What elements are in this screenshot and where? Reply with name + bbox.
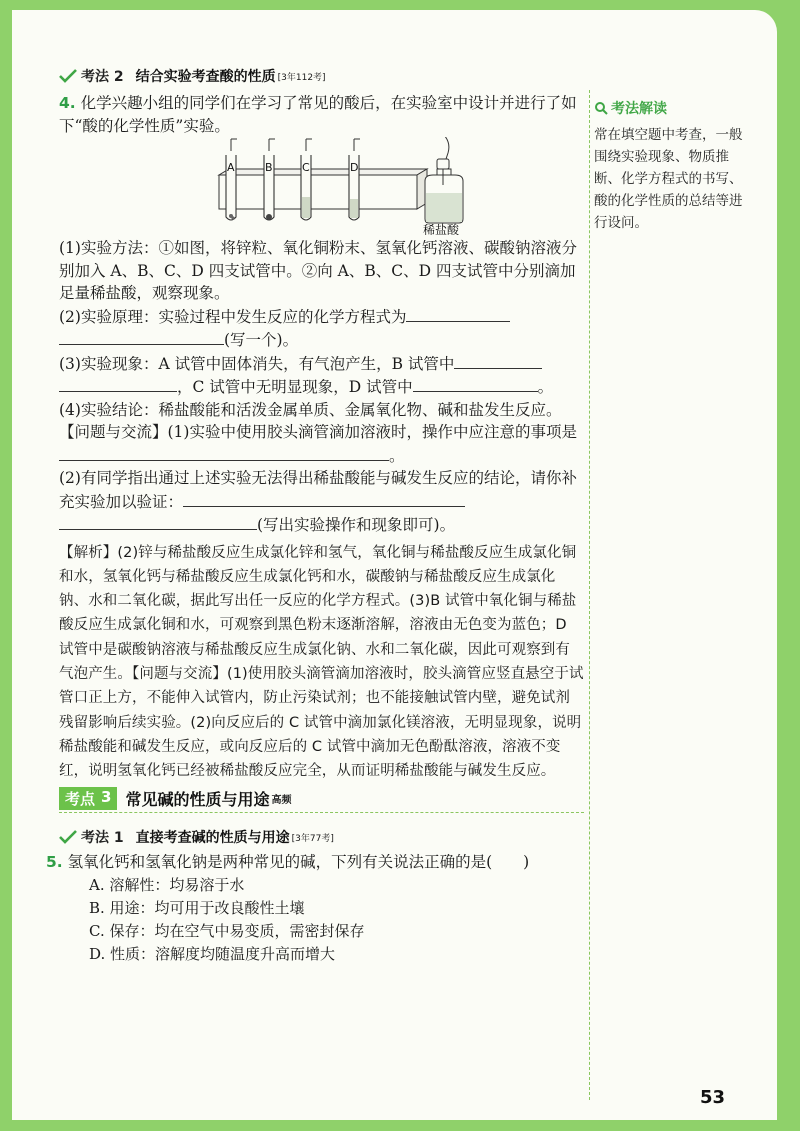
sidebar-title-text: 考法解读 — [611, 101, 667, 117]
discussion-2-text: (2)有同学指出通过上述实验无法得出稀盐酸能与碱发生反应的结论，请你补充实验加以验证： — [59, 469, 577, 511]
question-4-discussion-1 — [59, 421, 584, 467]
option-a[interactable]: A. 溶解性：均易溶于水 — [89, 875, 245, 894]
kaofa-2-tag: 考法 2 — [81, 69, 124, 85]
answer-blank-equation-b[interactable] — [59, 328, 224, 345]
tube-label-c: C — [302, 161, 310, 174]
discussion-1-end: 。 — [389, 446, 405, 465]
kaofa-2-note: [3年112考] — [277, 72, 326, 83]
question-4-part-2 — [59, 305, 584, 352]
check-icon — [59, 830, 77, 844]
main-content — [46, 66, 584, 966]
answer-blank-verify-b[interactable] — [59, 513, 257, 530]
question-5-stem — [46, 851, 584, 874]
question-4-discussion-2 — [59, 467, 584, 537]
high-frequency-badge: 高频 — [271, 795, 292, 807]
option-c[interactable]: C. 保存：均在空气中易变质，需密封保存 — [89, 921, 365, 940]
kaofa-1-title: 直接考查碱的性质与用途 — [135, 830, 290, 847]
kaofa-2-header — [59, 66, 584, 86]
part-3-middle: ，C 试管中无明显现象，D 试管中 — [177, 378, 413, 396]
discussion-2-end: (写出实验操作和现象即可)。 — [257, 516, 456, 534]
question-4-part-4: (4)实验结论：稀盐酸能和活泼金属单质、金属氧化物、碱和盐发生反应。 — [59, 400, 562, 419]
question-4-part-1: (1)实验方法：①如图，将锌粒、氧化铜粉末、氢氧化钙溶液、碳酸钠溶液分别加入 A、B、C、D 四支试管中。②向 A、B、C、D 四支试管中分别滴加足量稀盐酸，观察现象。 — [59, 239, 577, 302]
kaodian-3-header — [59, 787, 584, 813]
sidebar-body: 常在填空题中考查，一般围绕实验现象、物质推断、化学方程式的书写、酸的化学性质的总结等进行设问。 — [594, 127, 743, 231]
answer-blank-tube-b-b[interactable] — [59, 375, 177, 392]
magnifier-icon — [594, 101, 608, 115]
part-3-end: 。 — [537, 378, 554, 396]
tube-label-a: A — [227, 161, 235, 174]
page-number: 53 — [700, 1087, 726, 1108]
part-3-text: (3)实验现象：A 试管中固体消失，有气泡产生，B 试管中 — [59, 354, 455, 373]
answer-blank-tube-d[interactable] — [413, 375, 538, 392]
part-2-text: (2)实验原理：实验过程中发生反应的化学方程式为 — [59, 307, 407, 326]
kaofa-1-tag: 考法 1 — [81, 830, 124, 847]
kaodian-3-title: 常见碱的性质与用途 — [125, 790, 270, 810]
kaodian-3-label — [59, 787, 117, 810]
kaofa-2-title: 结合实验考查酸的性质 — [135, 69, 276, 85]
bottle-label: 稀盐酸 — [423, 223, 460, 235]
experiment-figure — [59, 137, 584, 235]
sidebar-note — [594, 98, 744, 234]
sidebar-title — [594, 98, 744, 118]
tube-label-d: D — [350, 161, 359, 174]
question-4-number: 4. — [59, 94, 76, 112]
column-divider — [589, 90, 590, 1100]
part-2-suffix: (写一个)。 — [224, 331, 299, 349]
question-4-part-3 — [59, 352, 584, 399]
question-5-number: 5. — [46, 853, 63, 872]
tube-label-b: B — [265, 161, 273, 174]
check-icon — [59, 69, 77, 83]
answer-blank-equation-a[interactable] — [406, 305, 510, 322]
question-4-text: 化学兴趣小组的同学们在学习了常见的酸后，在实验室中设计并进行了如下“酸的化学性质”实验。 — [59, 94, 577, 135]
option-d[interactable]: D. 性质：溶解度均随温度升高而增大 — [89, 944, 336, 963]
option-b[interactable]: B. 用途：均可用于改良酸性土壤 — [89, 898, 305, 917]
answer-blank-dropper[interactable] — [59, 444, 389, 461]
kaofa-1-note: [3年77考] — [291, 833, 334, 844]
kaodian-number: 3 — [101, 788, 112, 807]
kaodian-label-text: 考点 — [65, 790, 96, 809]
discussion-1-text: 【问题与交流】(1)实验中使用胶头滴管滴加溶液时，操作中应注意的事项是 — [59, 423, 577, 441]
question-4-stem — [59, 92, 584, 137]
page — [12, 10, 777, 1120]
question-4-analysis: 【解析】(2)锌与稀盐酸反应生成氯化锌和氢气，氧化铜与稀盐酸反应生成氯化铜和水，氢氧化钙与稀盐酸反应生成氯化钙和水，碳酸钠与稀盐酸反应生成氯化钠、水和二氧化碳，据此写出任一反应的化学方程式。(3)B 试管中氧化铜与稀盐酸反应生成氯化铜和水，可观察到黑色粉末逐渐溶解，溶液由无色变为蓝色；D 试管中是碳酸钠溶液与稀盐酸反应生成氯化钠、水和二氧化碳，因此可观察到有气泡产生。【问题与交流】(1)使用胶头滴管滴加溶液时，胶头滴管应竖直悬空于试管口正上方，不能伸入试管内，防止污染试剂；也不能接触试管内壁，避免试剂残留影响后续实验。(2)向反应后的 C 试管中滴加氯化镁溶液，无明显现象，说明稀盐酸能和碱发生反应，或向反应后的 C 试管中滴加无色酚酞溶液，溶液不变红，说明氢氧化钙已经被稀盐酸反应完全，从而证明稀盐酸能与碱发生反应。 — [59, 544, 584, 780]
kaofa-1-header — [59, 827, 584, 847]
answer-blank-tube-b-a[interactable] — [454, 352, 542, 369]
answer-blank-verify-a[interactable] — [183, 490, 465, 507]
question-5-text: 氢氧化钙和氢氧化钠是两种常见的碱，下列有关说法正确的是( ) — [67, 853, 530, 872]
